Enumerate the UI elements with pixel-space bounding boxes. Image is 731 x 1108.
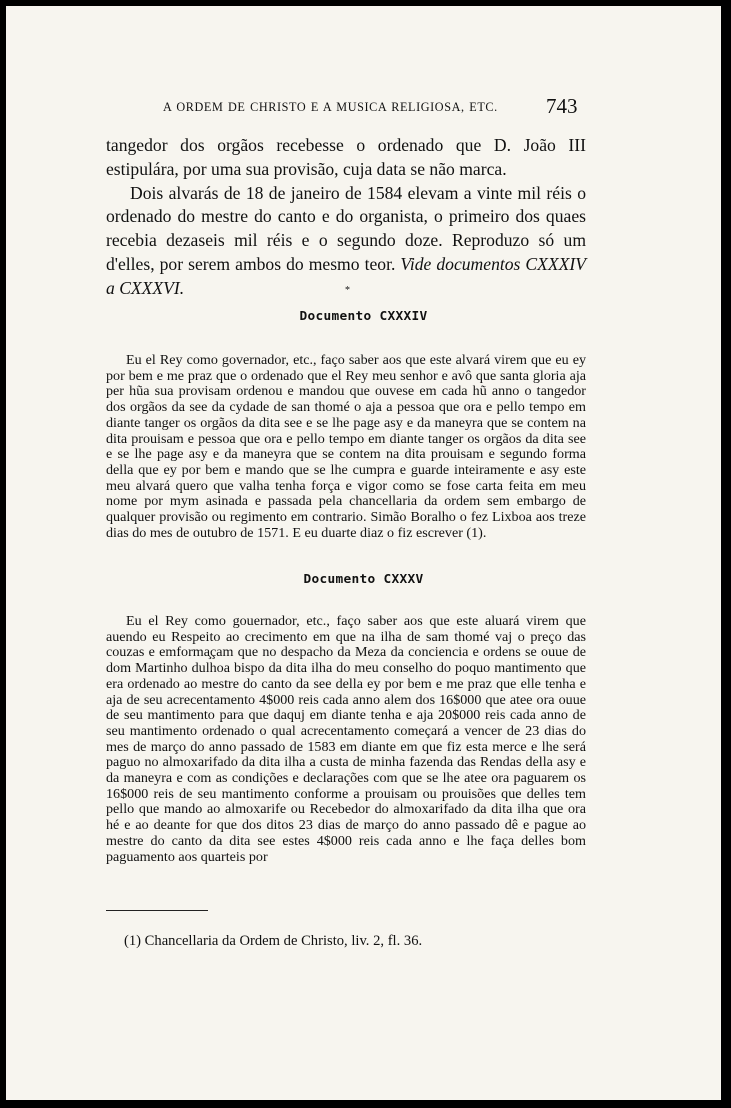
document-135-heading: Documento CXXXV: [303, 572, 424, 587]
document-134-heading: Documento CXXXIV: [299, 309, 428, 324]
document-135-body: [106, 614, 586, 865]
book-page: [6, 6, 721, 1100]
intro-paragraph-1: tangedor dos orgãos recebesse o ordenado que D. João III estipulára, por uma sua provisão, cuja data se não marca.: [106, 135, 586, 179]
footnote: (1) Chancellaria da Ordem de Christo, liv. 2, fl. 36.: [124, 933, 423, 949]
separator-mark: *: [345, 285, 350, 296]
intro-paragraph-2: [106, 182, 586, 301]
page-number: 743: [546, 94, 578, 118]
vide-reference: Vide documentos CXXXIV a CXXXVI.: [106, 253, 587, 298]
document-135-text: Eu el Rey como gouernador, etc., faço saber aos que este aluará virem que auendo eu Respeito ao crecimento em que na ilha de sam thomé vaj o preço das couzas e emforma̧çam que no despacho da Meza da conciencia e ordens se ouue de dom Martinho dulhoa bispo da dita ilha do meu conselho do poquo mantimento que era ordenado ao mestre do canto da see della ey por bem e me praz que elle tenha e aja de seu acrecentamento 4$000 reis cada anno alem dos 16$000 que atee ora ouue de seu mantimento para que daquj em diante tenha e aja 20$000 reis cada anno de seu mantimento ordenado o qual acrecentamento começará a vencer de 23 dias do mes de março do anno passado de 1583 em diante em que fiz esta merce e lhe será paguo no almoxarifado da dita ilha a custa de minha fazenda das Rendas della asy e da maneyra e com as condições e declarações com que se lhe atee ora paguarem os 16$000 reis de seu mantimento conforme a prouisam ou prouisões que delles tem pello que mando ao almoxarife ou Recebedor do almoxarifado da dita ilha que ora hé e ao deante for que dos ditos 23 dias de março do anno passado dê e pague ao mestre do canto da dita see estes 4$000 reis cada anno e lhe faça delles bom paguamento aos quarteis por: [106, 613, 586, 865]
intro-paragraph-2-text: Dois alvarás de 18 de janeiro de 1584 elevam a vinte mil réis o ordenado do mestre do canto e do organista, o primeiro dos quaes recebia dezaseis mil réis e o segundo doze. Reproduzo só um d'elles, por serem ambos do mesmo teor.: [106, 182, 586, 274]
footnote-rule: [106, 910, 208, 911]
document-134-text: Eu el Rey como governador, etc., faço saber aos que este alvará virem que eu ey por bem e me praz que o ordenado que el Rey meu senhor e avô que santa gloria aja per hũa sua provisam ordenou e mandou que ouvese em cada hũ anno o tangedor dos orgãos da see da cydade de san thomé o aja a pessoa que ora e pello tempo em diante tanger os orgãos da dita see e se lhe page asy e da maneyra que se contem na dita prouisam e pessoa que ora e pello tempo em diante tanger os orgãos da dita see e se lhe page asy e da maneyra que se contem na dita prouisam e segundo forma della que ey por bem e mando que se lhe cumpra e guarde inteiramente e asy este meu alvará quero que valha tenha força e vigor como se fose carta feita em meu nome por mym asinada e passada pela chancellaria da ordem sem embargo de qualquer provisão ou regimento em contrario. Simão Boralho o fez Lixboa aos treze dias do mes de outubro de 1571. E eu duarte diaz o fiz escrever (1).: [106, 352, 586, 541]
intro-text: [106, 134, 586, 301]
page-header: [6, 94, 721, 124]
document-134-body: [106, 353, 586, 541]
running-title: A ORDEM DE CHRISTO E A MUSICA RELIGIOSA, ETC.: [163, 100, 498, 114]
